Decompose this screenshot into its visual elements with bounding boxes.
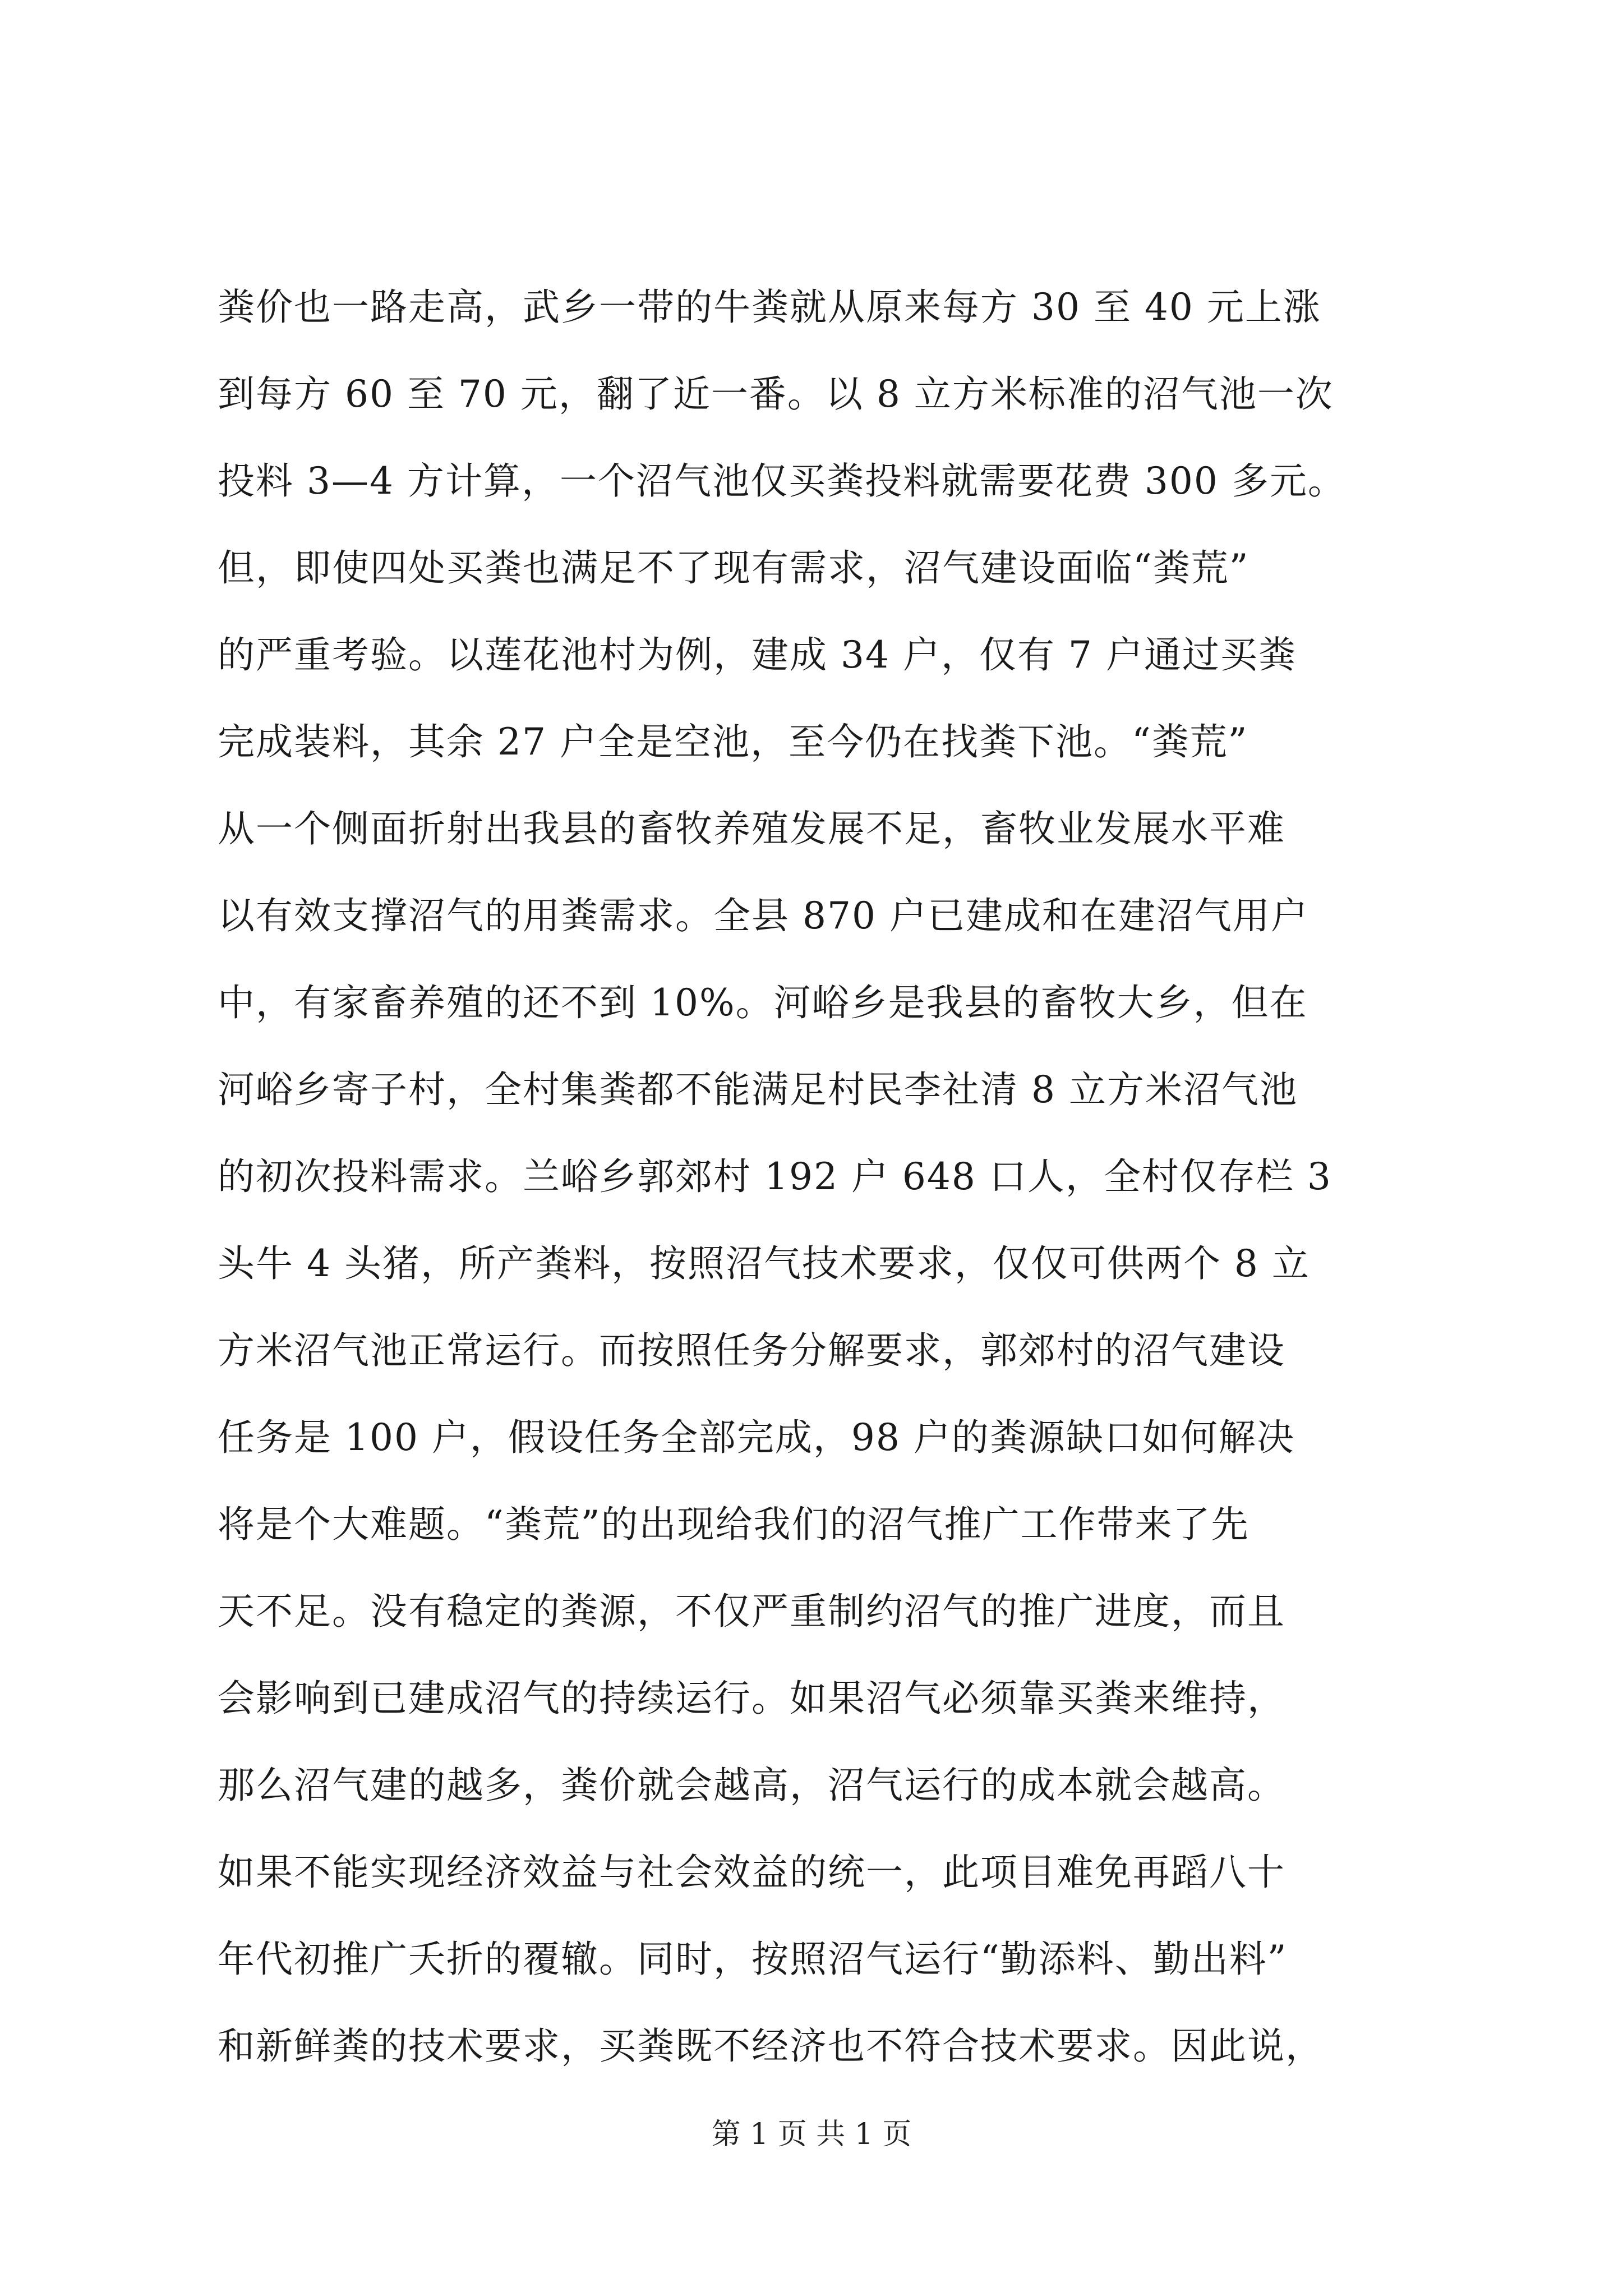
text-line: 到每方 60 至 70 元，翻了近一番。以 8 立方米标准的沼气池一次 xyxy=(218,372,1334,416)
body-text xyxy=(218,264,1412,2090)
text-line: 中，有家畜养殖的还不到 10%。河峪乡是我县的畜牧大乡，但在 xyxy=(218,981,1308,1024)
text-line: 方米沼气池正常运行。而按照任务分解要求，郭郊村的沼气建设 xyxy=(218,1329,1285,1372)
text-line: 河峪乡寄子村，全村集粪都不能满足村民李社清 8 立方米沼气池 xyxy=(218,1068,1298,1111)
text-line: 那么沼气建的越多，粪价就会越高，沼气运行的成本就会越高。 xyxy=(218,1764,1285,1807)
text-line: 任务是 100 户，假设任务全部完成，98 户的粪源缺口如何解决 xyxy=(218,1416,1295,1459)
text-line: 天不足。没有稳定的粪源，不仅严重制约沼气的推广进度，而且 xyxy=(218,1590,1285,1633)
text-line: 年代初推广夭折的覆辙。同时，按照沼气运行“勤添料、勤出料” xyxy=(218,1938,1288,1981)
text-line: 从一个侧面折射出我县的畜牧养殖发展不足，畜牧业发展水平难 xyxy=(218,807,1285,850)
text-line: 将是个大难题。“粪荒”的出现给我们的沼气推广工作带来了先 xyxy=(218,1503,1249,1546)
text-line: 和新鲜粪的技术要求，买粪既不经济也不符合技术要求。因此说， xyxy=(218,2024,1324,2068)
page-number-label: 第 1 页 共 1 页 xyxy=(711,2118,912,2151)
text-line: 完成装料，其余 27 户全是空池，至今仍在找粪下池。“粪荒” xyxy=(218,720,1248,763)
page-footer xyxy=(0,2112,1623,2157)
text-line: 以有效支撑沼气的用粪需求。全县 870 户已建成和在建沼气用户 xyxy=(218,894,1309,937)
text-line: 投料 3—4 方计算，一个沼气池仅买粪投料就需要花费 300 多元。 xyxy=(218,459,1346,503)
text-line: 的严重考验。以莲花池村为例，建成 34 户，仅有 7 户通过买粪 xyxy=(218,633,1297,677)
text-line: 的初次投料需求。兰峪乡郭郊村 192 户 648 口人，全村仅存栏 3 xyxy=(218,1155,1332,1198)
text-line: 头牛 4 头猪，所产粪料，按照沼气技术要求，仅仅可供两个 8 立 xyxy=(218,1242,1310,1285)
text-line: 如果不能实现经济效益与社会效益的统一，此项目难免再蹈八十 xyxy=(218,1851,1285,1894)
text-line: 粪价也一路走高，武乡一带的牛粪就从原来每方 30 至 40 元上涨 xyxy=(218,286,1321,329)
text-line: 但，即使四处买粪也满足不了现有需求，沼气建设面临“粪荒” xyxy=(218,546,1249,590)
text-line: 会影响到已建成沼气的持续运行。如果沼气必须靠买粪来维持， xyxy=(218,1677,1285,1720)
